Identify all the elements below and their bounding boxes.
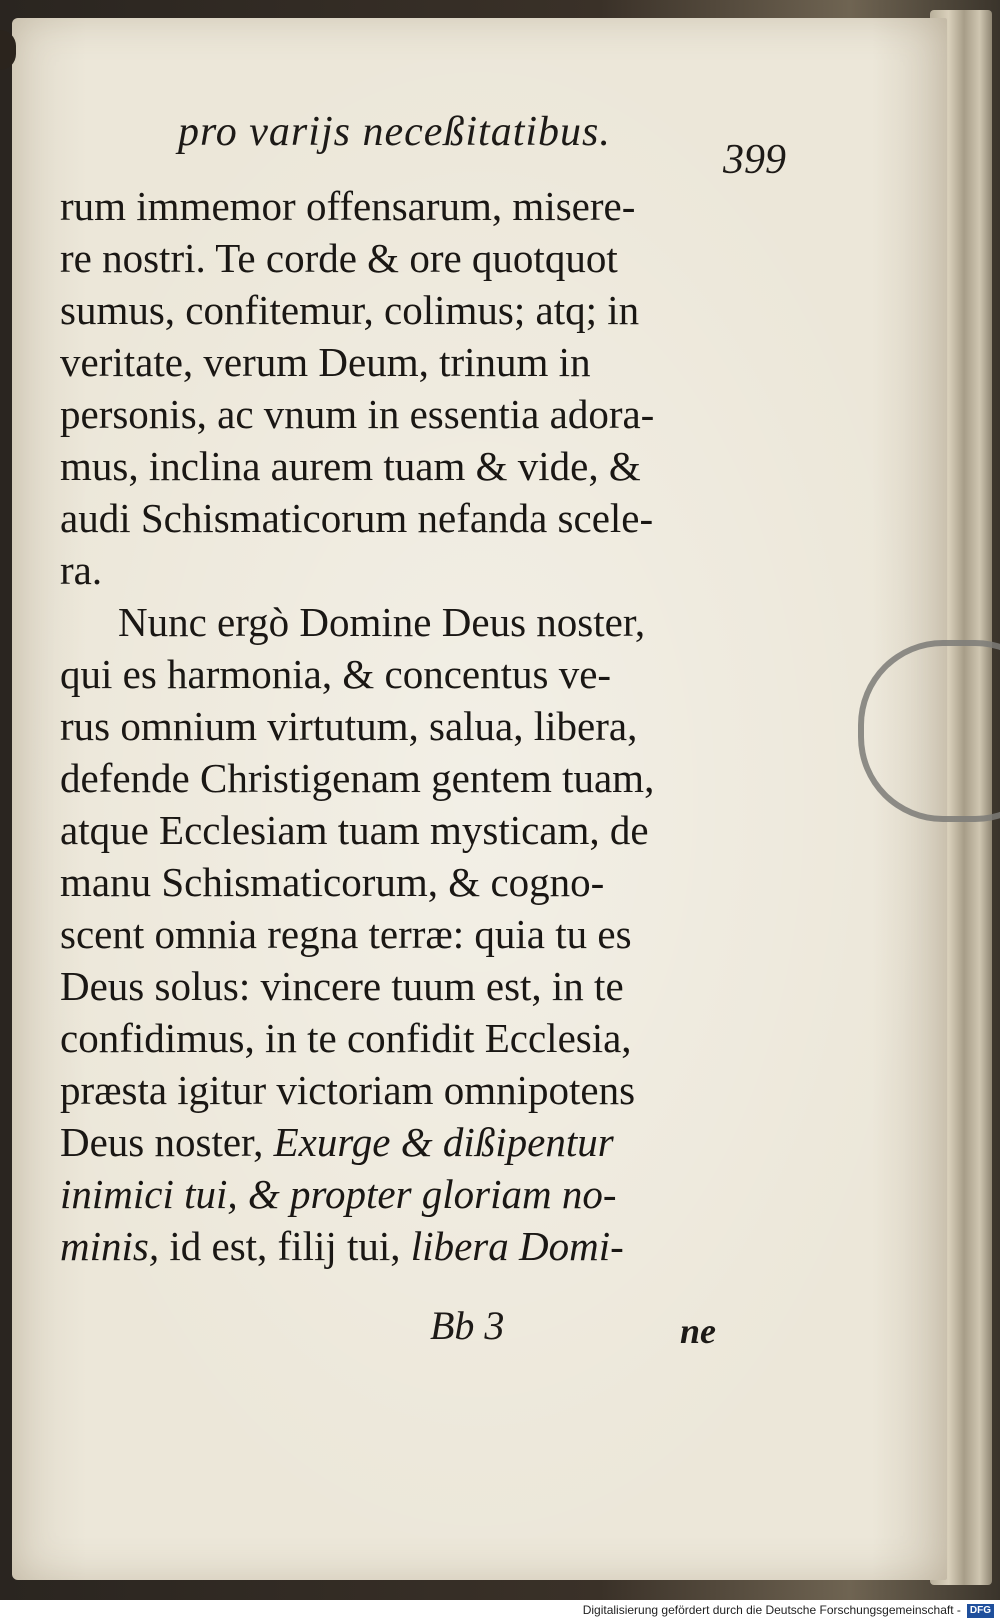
text-line xyxy=(60,1220,820,1272)
page-footer xyxy=(430,1302,760,1362)
text-line xyxy=(60,1116,820,1168)
page-body xyxy=(60,180,820,1272)
text-line: qui es harmonia, & concentus ve- xyxy=(60,651,612,697)
text-line: mus, inclina aurem tuam & vide, & xyxy=(60,443,641,489)
signature-mark: Bb 3 xyxy=(430,1303,505,1348)
text-roman: id est, filij tui, xyxy=(169,1223,401,1269)
text-roman: Deus noster, xyxy=(60,1119,264,1165)
text-line: personis, ac vnum in essentia adora- xyxy=(60,391,655,437)
text-line: Deus solus: vincere tuum est, in te xyxy=(60,963,624,1009)
text-line: rus omnium virtutum, salua, libera, xyxy=(60,703,638,749)
text-line: scent omnia regna terræ: quia tu es xyxy=(60,911,632,957)
paragraph-start-line: Nunc ergò Domine Deus noster, xyxy=(118,599,646,645)
text-line: præsta igitur victoriam omnipotens xyxy=(60,1067,636,1113)
text-italic: Exurge & dißipentur xyxy=(273,1119,614,1165)
page-header xyxy=(178,108,818,183)
text-line: veritate, verum Deum, trinum in xyxy=(60,339,591,385)
text-line-italic: inimici tui, & propter gloriam no- xyxy=(60,1171,617,1217)
text-line: defende Christigenam gentem tuam, xyxy=(60,755,655,801)
dfg-logo: DFG xyxy=(967,1604,994,1618)
text-italic: minis, xyxy=(60,1223,160,1269)
running-title: pro varijs neceßitatibus. xyxy=(178,109,611,155)
catchword: ne xyxy=(680,1311,716,1351)
text-line: sumus, confitemur, colimus; atq; in xyxy=(60,287,640,333)
text-line: audi Schismaticorum nefanda scele- xyxy=(60,495,654,541)
text-italic: libera Domi- xyxy=(410,1223,624,1269)
text-line: ra. xyxy=(60,547,103,593)
page-number: 399 xyxy=(723,137,786,183)
text-line: confidimus, in te confidit Ecclesia, xyxy=(60,1015,632,1061)
text-line: manu Schismaticorum, & cogno- xyxy=(60,859,605,905)
funding-bar xyxy=(0,1600,1000,1621)
text-line: atque Ecclesiam tuam mysticam, de xyxy=(60,807,649,853)
funding-text: Digitalisierung gefördert durch die Deutsche Forschungsgemeinschaft - xyxy=(582,1603,961,1617)
text-line: re nostri. Te corde & ore quotquot xyxy=(60,235,618,281)
text-line: rum immemor offensarum, misere- xyxy=(60,183,636,229)
